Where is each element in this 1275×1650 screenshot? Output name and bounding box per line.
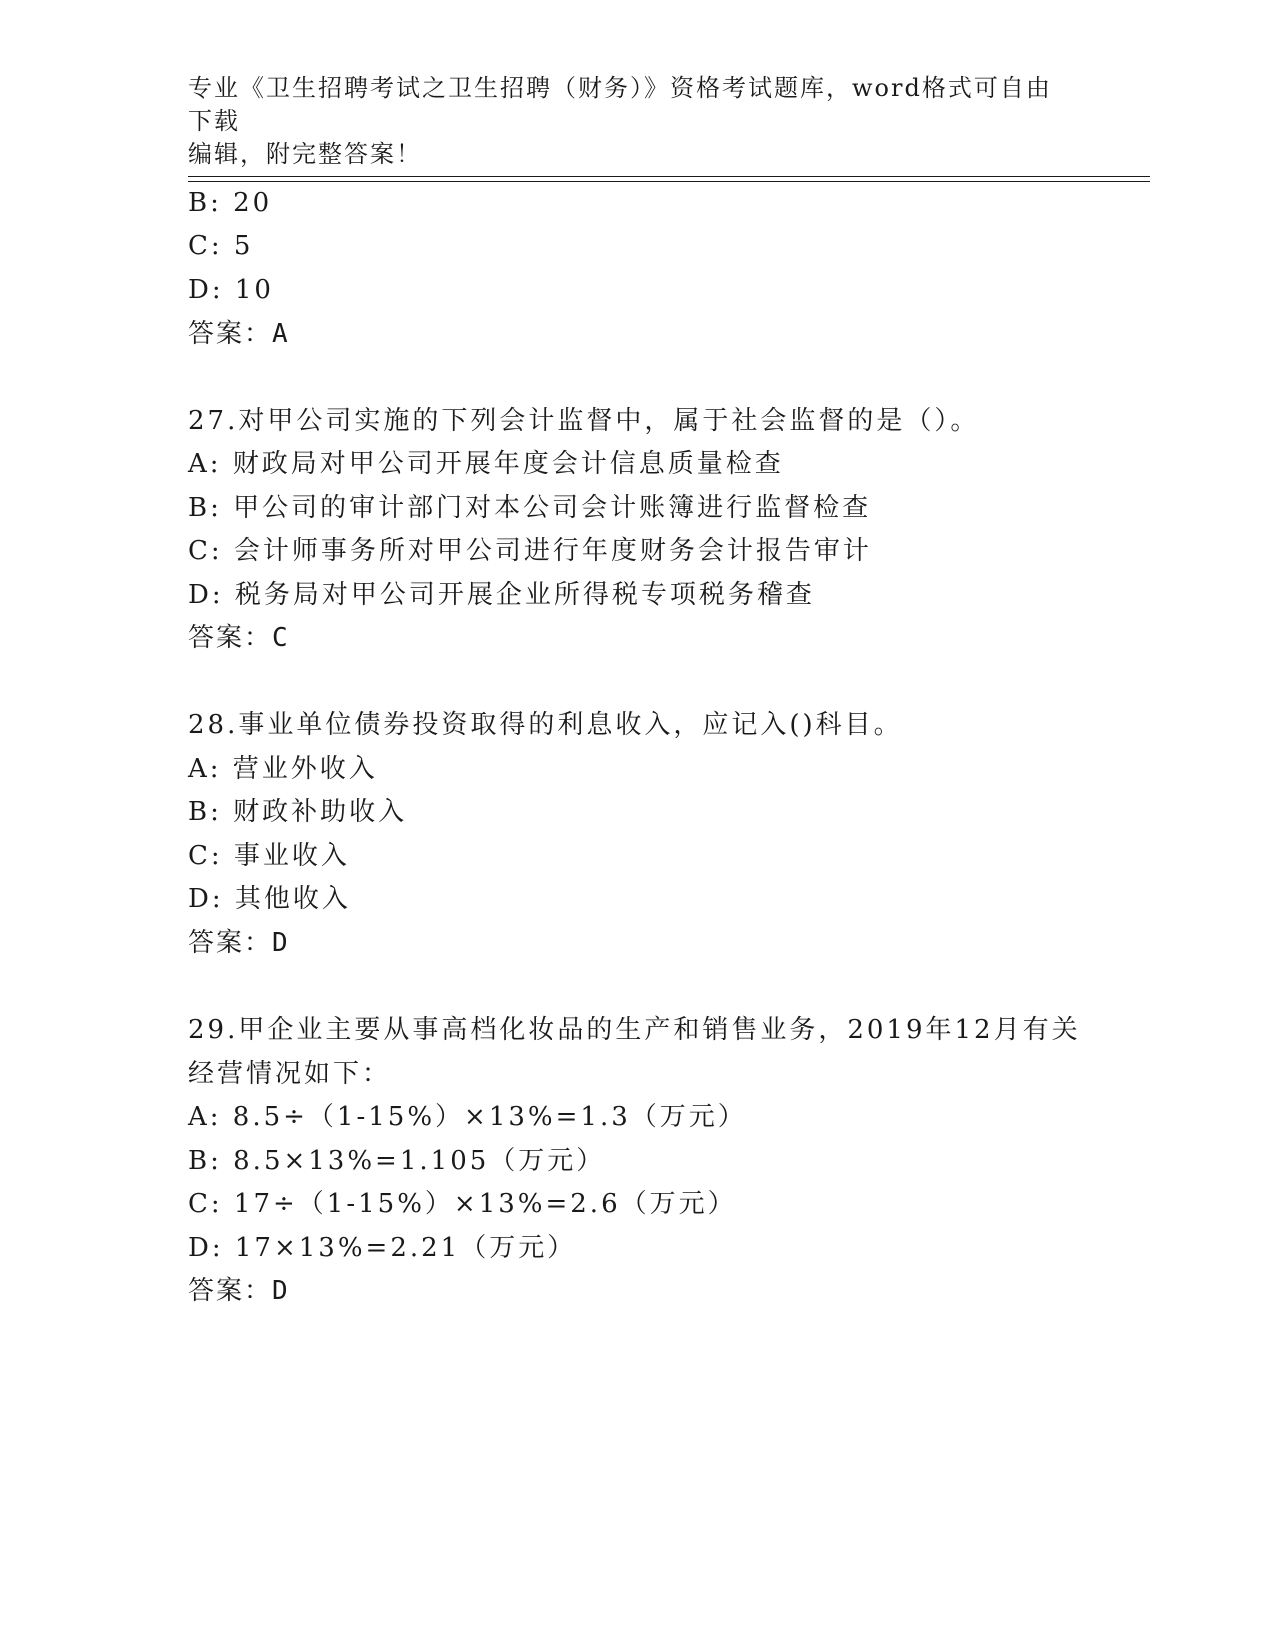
- header-line-2: 编辑，附完整答案！: [188, 140, 422, 168]
- q27-stem: 27.对甲公司实施的下列会计监督中，属于社会监督的是（）。: [188, 406, 980, 436]
- q26-option-b: B: 20: [188, 188, 273, 218]
- q26-option-d: D: 10: [188, 275, 274, 305]
- q29-option-d: D: 17×13%=2.21（万元）: [188, 1233, 577, 1263]
- q27-answer: [188, 621, 288, 655]
- q29-answer: [188, 1274, 288, 1308]
- q29-option-a: A: 8.5÷（1-15%）×13%=1.3（万元）: [188, 1102, 747, 1132]
- q28-option-b: B: 财政补助收入: [188, 797, 408, 827]
- answer-value: D: [272, 928, 288, 958]
- answer-value: C: [272, 623, 288, 653]
- header-divider-top: [188, 176, 1150, 177]
- q28-option-d: D: 其他收入: [188, 884, 351, 914]
- q28-stem: 28.事业单位债券投资取得的利息收入，应记入()科目。: [188, 710, 903, 740]
- q29-stem-line-2: 经营情况如下：: [188, 1059, 392, 1089]
- q26-answer: [188, 317, 288, 351]
- q28-option-a: A: 营业外收入: [188, 754, 378, 784]
- header-divider-bottom: [188, 181, 1150, 182]
- q28-option-c: C: 事业收入: [188, 841, 350, 871]
- q27-option-d: D: 税务局对甲公司开展企业所得税专项税务稽查: [188, 580, 815, 610]
- answer-label: 答案：: [188, 1276, 273, 1306]
- answer-label: 答案：: [188, 623, 273, 653]
- q27-option-a: A: 财政局对甲公司开展年度会计信息质量检查: [188, 449, 784, 479]
- header-line-1: 专业《卫生招聘考试之卫生招聘（财务）》资格考试题库，word格式可自由下载: [188, 74, 1052, 135]
- answer-value: D: [272, 1276, 288, 1306]
- answer-label: 答案：: [188, 319, 273, 349]
- q29-option-c: C: 17÷（1-15%）×13%=2.6（万元）: [188, 1189, 737, 1219]
- q26-option-c: C: 5: [188, 231, 254, 261]
- document-header: [188, 72, 1068, 171]
- q27-option-b: B: 甲公司的审计部门对本公司会计账簿进行监督检查: [188, 493, 872, 523]
- q27-option-c: C: 会计师事务所对甲公司进行年度财务会计报告审计: [188, 536, 872, 566]
- answer-value: A: [272, 319, 288, 349]
- answer-label: 答案：: [188, 928, 273, 958]
- q28-answer: [188, 926, 288, 960]
- q29-option-b: B: 8.5×13%=1.105（万元）: [188, 1146, 606, 1176]
- q29-stem-line-1: 29.甲企业主要从事高档化妆品的生产和销售业务，2019年12月有关: [188, 1015, 1081, 1045]
